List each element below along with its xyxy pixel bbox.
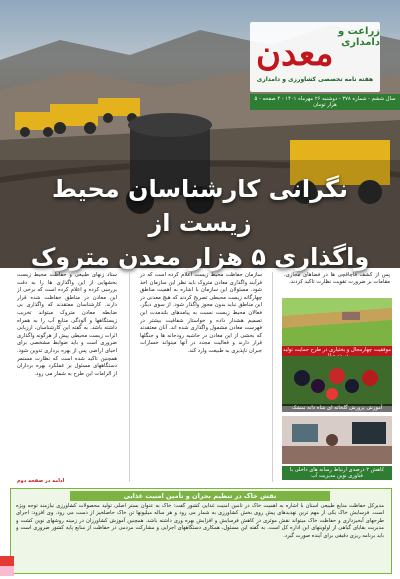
sidebar-intro: پس از کشف قاچاقچی ها در فضاهای مجازی، مقامات بر ضرورت تقویت نظارت تاکید کردند. (284, 272, 390, 285)
sidebar-thumb-fields[interactable] (282, 298, 392, 346)
sidebar-thumb-berries[interactable] (282, 356, 392, 406)
masthead (250, 22, 380, 92)
fields-image (282, 298, 392, 346)
main-headline (30, 172, 370, 274)
berries-image (282, 356, 392, 406)
issue-info: سال ششم - شماره ۳۷۸ - دوشنبه ۲۶ مهرماه ۱۴۰۱ - ۴ صفحه - ۵ هزار تومان (250, 94, 400, 110)
article-text-2: سازمان حفاظت محیط زیست اعلام کرده است که در فرآیند واگذاری معادن متروک باید نظر این سازمان اخذ شود. مسئولان این سازمان با اشاره به اهمیت مناطق چهارگانه زیست محیطی تصریح کردند که هیچ معدنی در این مناطق نباید بدون مجوز واگذار شود. از سوی دیگر، فعالان محیط زیست نسبت به پیامدهای بلندمدت این تصمیم هشدار داده و خواستار شفافیت بیشتر در فهرست معادن مشمول واگذاری شده اند. آنان معتقدند که بخشی از این معادن در حاشیه رودخانه ها و جنگلها قرار دارند و فعالیت مجدد در آنها میتواند خسارات جبران ناپذیری به طبیعت وارد کند. (140, 272, 262, 354)
article-text-1: ستاد زنهای طبیعی و حفاظت محیط زیست بخشهایی از این واگذاری ها را به دقت بررسی کرده و اعلام کرده است که برخی از این معادن در مناطق حفاظت شده قرار دارند. کارشناسان معتقدند که واگذاری بی ضابطه معادن متروک میتواند تخریب زیستگاهها و آلودگی منابع آب را به همراه داشته باشد. به گفته این کارشناسان، ارزیابی اثرات زیست محیطی پیش از هرگونه واگذاری ضروری است و باید ضوابط مشخصی برای احیای اراضی پس از بهره برداری تدوین شود. همچنین تاکید شده است که نظارت مستمر دستگاههای مسئول بر عملکرد بهره برداران از الزامات این طرح به شمار می رود. (17, 272, 117, 377)
article-column-1 (17, 272, 117, 478)
meeting-image (282, 416, 392, 464)
column-divider (129, 272, 130, 482)
column-divider (272, 272, 273, 482)
headline-line-2: واگذاری ۵ هزار معدن متروک (30, 243, 370, 271)
sidebar-caption-1[interactable]: موفقیت چهارمحال و بختیاری در طرح حمایت تولید (282, 346, 392, 360)
logo: معدن (256, 34, 334, 74)
headline-line-1: نگرانی کارشناسان محیط زیست از (51, 175, 349, 237)
tagline: هفته نامه تخصصی کشاورزی و دامداری (256, 76, 374, 83)
sidebar-caption-2[interactable]: آموزش پرورش گلخانه ای شاه دانه تمشک (282, 404, 392, 412)
article-column-2 (140, 272, 262, 482)
bottom-feature-text: مدیرکل حفاظت منابع طبیعی استان با اشاره به اهمیت خاک در تأمین امنیت غذایی کشور گفت: خاک به عنوان بستر اصلی تولید محصولات کشاورزی نیازمند توجه ویژه است. فرسایش خاک یکی از مهم ترین تهدیدهای پیش روی بخش کشاورزی به شمار می رود و هر ساله میلیونها تن خاک حاصلخیز از دست می رود. وی افزود: اجرای طرحهای آبخیزداری و حفاظت خاک میتواند نقش موثری در کاهش فرسایش و افزایش بهره وری داشته باشد. همچنین آموزش کشاورزان در زمینه روشهای نوین کشت و مدیریت بقایای گیاهی از اولویتهای این اداره کل است. به گفته این مسئول، همکاری دستگاههای اجرایی و مشارکت مردمی در حفاظت از منابع پایه کشور ضروری است و باید برنامه ریزی دقیقی برای آینده صورت گیرد. (16, 503, 384, 539)
bottom-feature-title[interactable]: نقش خاک در تنظیم بحران و تأمین امنیت غذایی (70, 491, 330, 501)
page-corner-tab-accent (0, 566, 14, 576)
continue-link[interactable]: ادامه در صفحه دوم (17, 478, 65, 484)
sidebar-caption-3[interactable]: کاهش ۲ درصدی ارتباط رسانه های داخلی با فناوری نوین مدیریت آب (282, 466, 392, 480)
sidebar-thumb-meeting[interactable] (282, 416, 392, 464)
logo-subtitle: زراعت و دامداری (337, 26, 380, 48)
